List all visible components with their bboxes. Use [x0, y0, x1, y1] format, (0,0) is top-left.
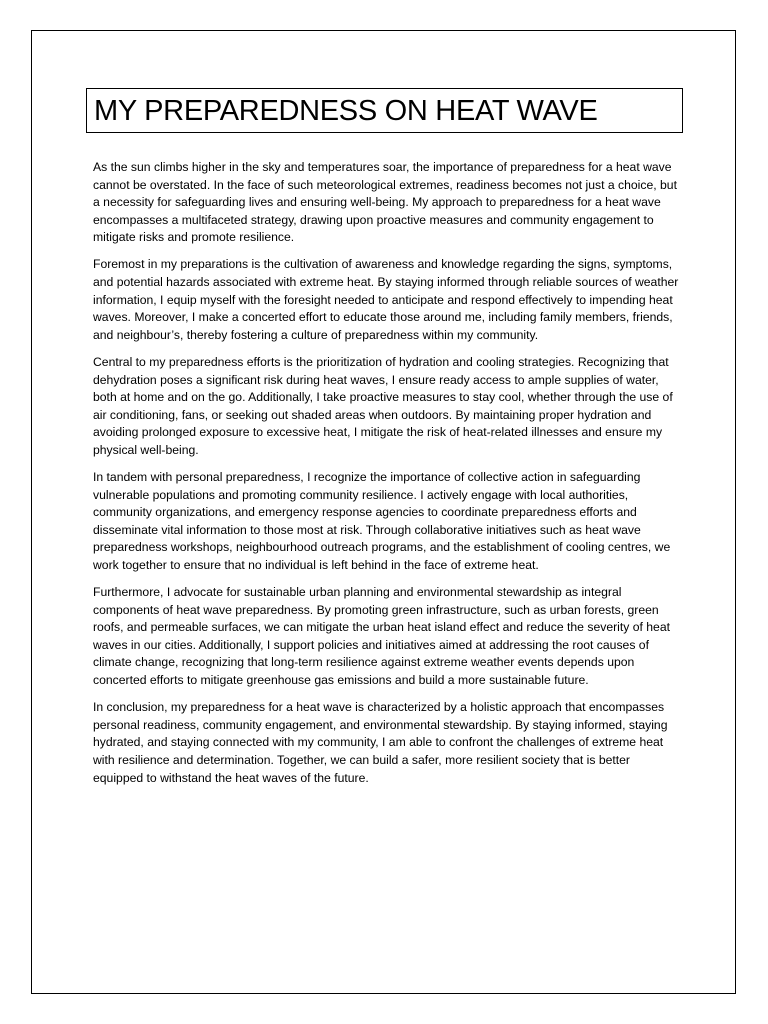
title-box — [86, 88, 683, 133]
paragraph-community: In tandem with personal preparedness, I recognize the importance of collective action in safeguarding vulnerable populations and promoting community resilience. I actively engage with local authorities, community organizations, and emergency response agencies to coordinate preparedness efforts and disseminate vital information to those most at risk. Through collaborative initiatives such as heat wave preparedness workshops, neighbourhood outreach programs, and the establishment of cooling centres, we work together to ensure that no individual is left behind in the face of extreme heat. — [93, 470, 671, 572]
document-body — [93, 159, 680, 797]
paragraph-sustainability: Furthermore, I advocate for sustainable urban planning and environmental stewardship as integral components of heat wave preparedness. By promoting green infrastructure, such as urban forests, green roofs, and permeable surfaces, we can mitigate the urban heat island effect and reduce the severity of heat waves in our cities. Additionally, I support policies and initiatives aimed at addressing the root causes of climate change, recognizing that long-term resilience against extreme weather events depends upon concerted efforts to mitigate greenhouse gas emissions and build a more sustainable future. — [93, 585, 670, 688]
document-title: MY PREPAREDNESS ON HEAT WAVE — [94, 95, 598, 127]
paragraph-hydration: Central to my preparedness efforts is the prioritization of hydration and cooling strategies. Recognizing that dehydration poses a significant risk during heat waves, I ensure ready access to ample supplies of water, both at home and on the go. Additionally, I take proactive measures to stay cool, whether through the use of air conditioning, fans, or seeking out shaded areas when outdoors. By maintaining proper hydration and avoiding prolonged exposure to excessive heat, I mitigate the risk of heat-related illnesses and ensure my physical well-being. — [93, 354, 673, 457]
paragraph-introduction: As the sun climbs higher in the sky and temperatures soar, the importance of preparedness for a heat wave cannot be overstated. In the face of such meteorological extremes, readiness becomes not just a choice, but a necessity for safeguarding lives and ensuring well-being. My approach to preparedness for a heat wave encompasses a multifaceted strategy, drawing upon proactive measures and community engagement to mitigate risks and promote resilience. — [93, 160, 677, 245]
paragraph-awareness: Foremost in my preparations is the cultivation of awareness and knowledge regarding the signs, symptoms, and potential hazards associated with extreme heat. By staying informed through reliable sources of weather information, I equip myself with the foresight needed to anticipate and respond effectively to impending heat waves. Moreover, I make a concerted effort to educate those around me, including family members, friends, and neighbour’s, thereby fostering a culture of preparedness within my community. — [93, 257, 679, 342]
paragraph-conclusion: In conclusion, my preparedness for a heat wave is characterized by a holistic approach that encompasses personal readiness, community engagement, and environmental stewardship. By staying informed, staying hydrated, and staying connected with my community, I am able to confront the challenges of extreme heat with resilience and determination. Together, we can build a safer, more resilient society that is better equipped to withstand the heat waves of the future. — [93, 700, 668, 785]
